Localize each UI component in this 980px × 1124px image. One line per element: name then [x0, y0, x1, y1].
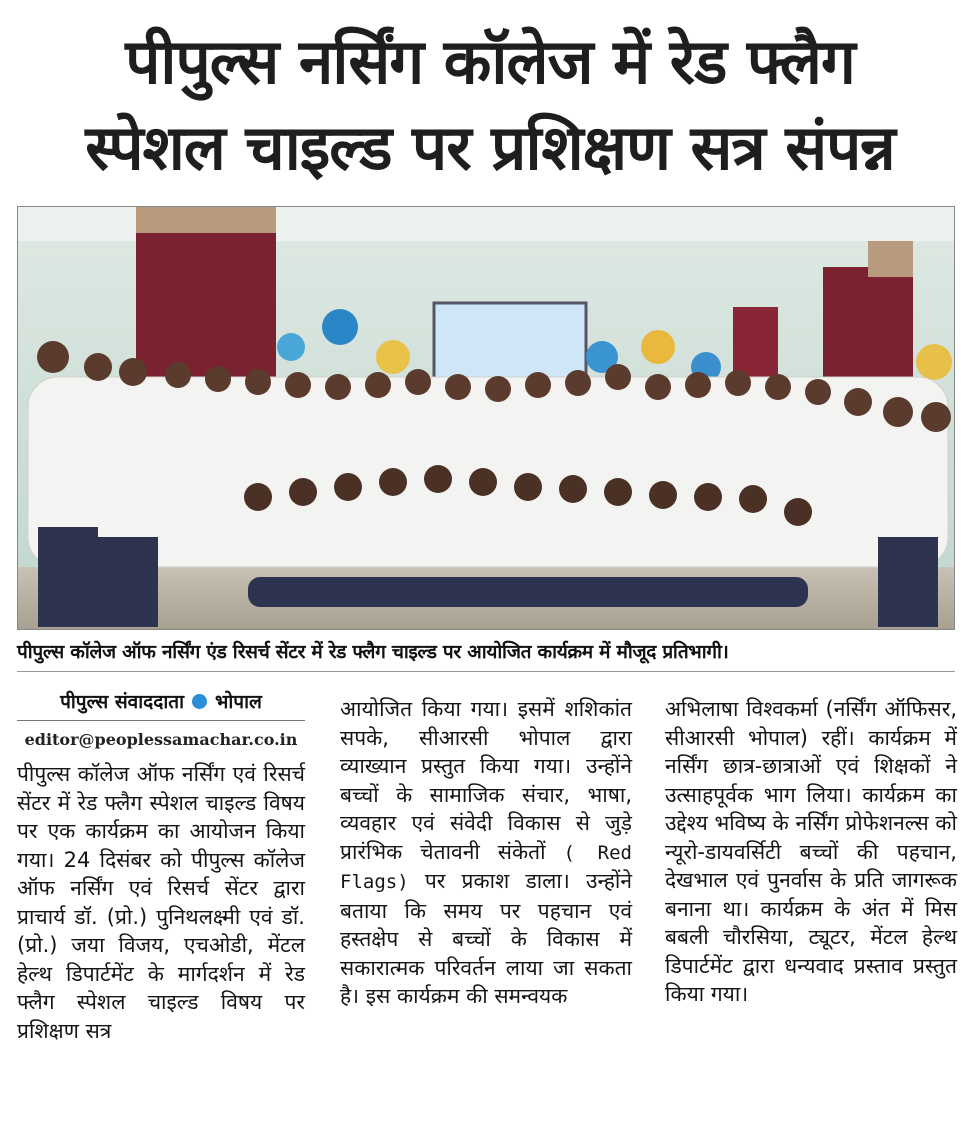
reporter-name: पीपुल्स संवाददाता [60, 691, 185, 713]
article-column-1: पीपुल्स कॉलेज ऑफ नर्सिंग एवं रिसर्च सेंटर में रेड फ्लैग स्पेशल चाइल्ड विषय पर एक कार्यक्रम का आयोजन किया गया। 24 दिसंबर को पीपुल्स कॉलेज ऑफ नर्सिंग एवं रिसर्च सेंटर द्वारा प्राचार्य डॉ. (प्रो.) पुनिथलक्ष्मी एवं डॉ. (प्रो.) जया विजय, एचओडी, मेंटल हेल्थ डिपार्टमेंट के मार्गदर्शन में रेड फ्लैग स्पेशल चाइल्ड विषय पर प्रशिक्षण सत्र [17, 762, 305, 1043]
article-column-3: अभिलाषा विश्वकर्मा (नर्सिंग ऑफिसर, सीआरसी भोपाल) रहीं। कार्यक्रम में नर्सिंग छात्र-छात्राओं एवं शिक्षकों ने उत्साहपूर्वक भाग लिया। कार्यक्रम का उद्देश्य भविष्य के नर्सिंग प्रोफेशनल्स को न्यूरो-डायवर्सिटी बच्चों की पहचान, देखभाल एवं पुनर्वास के प्रति जागरूक बनाना था। कार्यक्रम के अंत में मिस बबली चौरसिया, ट्यूटर, मेंटल हेल्थ डिपार्टमेंट द्वारा धन्यवाद प्रस्ताव प्रस्तुत किया गया। [665, 697, 957, 1006]
article-column-2 [340, 695, 632, 1124]
bullet-dot-icon [192, 694, 207, 709]
headline-line-2: स्पेशल चाइल्ड पर प्रशिक्षण सत्र संपन्न [85, 111, 895, 184]
caption-divider [17, 671, 955, 672]
editor-email: editor@peoplessamachar.co.in [24, 730, 298, 749]
column-2-text-a: आयोजित किया गया। इसमें शशिकांत सपके, सीआरसी भोपाल द्वारा व्याख्यान प्रस्तुत किया गया। उन्होंने बच्चों के सामाजिक संचार, भाषा, व्यवहार एवं संवेदी विकास से जुड़े प्रारंभिक चेतावनी संकेतों [340, 697, 632, 864]
headline-line-1: पीपुल्स नर्सिंग कॉलेज में रेड फ्लैग [125, 25, 855, 98]
dateline-city: भोपाल [215, 691, 262, 713]
byline [17, 684, 305, 718]
photo-caption: पीपुल्स कॉलेज ऑफ नर्सिंग एंड रिसर्च सेंटर में रेड फ्लैग चाइल्ड पर आयोजित कार्यक्रम में मौजूद प्रतिभागी। [17, 641, 729, 663]
red-flags-term: ( Red Flags) [340, 841, 632, 893]
byline-divider [17, 720, 305, 721]
column-2-text-b: पर प्रकाश डाला। उन्होंने बताया कि समय पर पहचान एवं हस्तक्षेप से बच्चों के विकास में सकारात्मक परिवर्तन लाया जा सकता है। इस कार्यक्रम की समन्वयक [340, 869, 632, 1008]
group-photo [17, 206, 955, 630]
